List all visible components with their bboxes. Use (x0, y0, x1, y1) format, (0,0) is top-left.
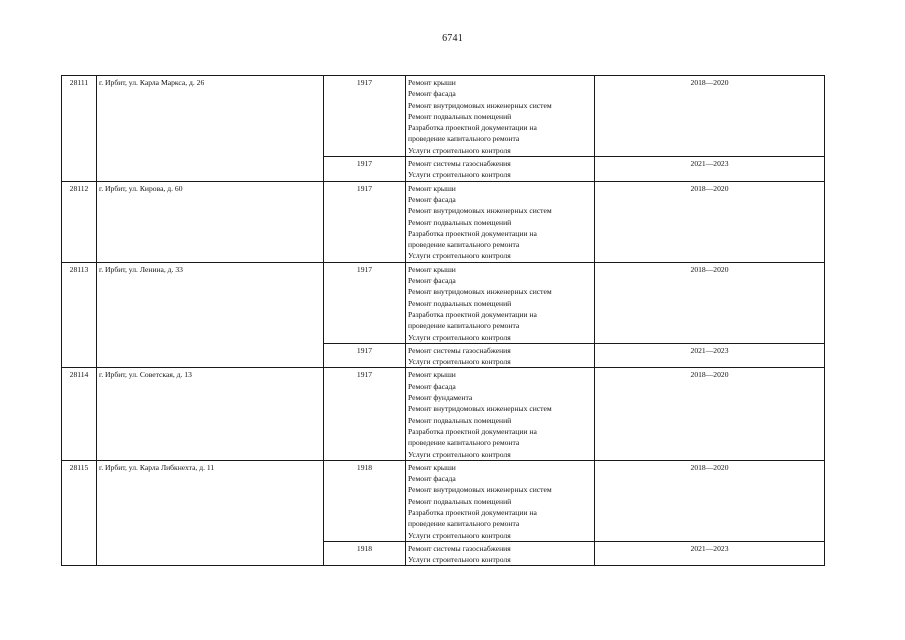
work-item: Услуги строительного контроля (408, 170, 511, 180)
work-item: проведение капитального ремонта (408, 438, 520, 448)
table-row (62, 181, 825, 262)
work-item: Ремонт фасада (408, 381, 456, 391)
table-row (62, 262, 825, 343)
period-cell: 2018—2020 (595, 368, 825, 460)
page-number: 6741 (442, 33, 463, 44)
works-cell (406, 181, 595, 262)
table-row (62, 368, 825, 460)
works-cell (406, 76, 595, 157)
work-item: Ремонт фасада (408, 474, 456, 484)
table-row (62, 460, 825, 541)
work-item: Ремонт фасада (408, 89, 456, 99)
work-item: Услуги строительного контроля (408, 555, 511, 565)
address-cell: г. Ирбит, ул. Кирова, д. 60 (97, 181, 324, 262)
period-cell: 2021—2023 (595, 541, 825, 566)
work-item: Ремонт подвальных помещений (408, 111, 512, 121)
work-item: Услуги строительного контроля (408, 145, 511, 155)
period-cell: 2021—2023 (595, 343, 825, 368)
work-item: Ремонт крыши (408, 462, 456, 472)
work-item: Ремонт внутридомовых инженерных систем (408, 404, 552, 414)
address-cell: г. Ирбит, ул. Ленина, д. 33 (97, 262, 324, 368)
period-cell: 2018—2020 (595, 181, 825, 262)
work-item: Ремонт системы газоснабжения (408, 345, 511, 355)
period-cell: 2018—2020 (595, 460, 825, 541)
work-item: Услуги строительного контроля (408, 449, 511, 459)
work-item: Ремонт внутридомовых инженерных систем (408, 100, 552, 110)
work-item: Ремонт внутридомовых инженерных систем (408, 206, 552, 216)
work-item: проведение капитального ремонта (408, 134, 520, 144)
work-item: Разработка проектной документации на (408, 309, 537, 319)
work-item: Ремонт системы газоснабжения (408, 159, 511, 169)
table-row (62, 76, 825, 157)
work-item: Ремонт крыши (408, 183, 456, 193)
period-cell: 2018—2020 (595, 262, 825, 343)
address-cell: г. Ирбит, ул. Советская, д. 13 (97, 368, 324, 460)
building-number-cell: 28115 (62, 460, 97, 566)
works-cell (406, 541, 595, 566)
work-item: Ремонт фасада (408, 276, 456, 286)
work-item: Услуги строительного контроля (408, 332, 511, 342)
work-item: проведение капитального ремонта (408, 321, 520, 331)
work-item: Ремонт подвальных помещений (408, 496, 512, 506)
works-cell (406, 368, 595, 460)
building-number-cell: 28111 (62, 76, 97, 182)
works-cell (406, 460, 595, 541)
year-cell: 1917 (324, 262, 406, 343)
period-cell: 2018—2020 (595, 76, 825, 157)
works-cell (406, 343, 595, 368)
work-item: Разработка проектной документации на (408, 507, 537, 517)
works-cell (406, 262, 595, 343)
work-item: Ремонт крыши (408, 264, 456, 274)
work-item: Ремонт крыши (408, 370, 456, 380)
work-item: Разработка проектной документации на (408, 123, 537, 133)
work-item: проведение капитального ремонта (408, 240, 520, 250)
works-cell (406, 157, 595, 182)
building-number-cell: 28114 (62, 368, 97, 460)
work-item: проведение капитального ремонта (408, 519, 520, 529)
work-item: Ремонт внутридомовых инженерных систем (408, 287, 552, 297)
building-number-cell: 28113 (62, 262, 97, 368)
work-item: Разработка проектной документации на (408, 426, 537, 436)
work-item: Ремонт фундамента (408, 393, 473, 403)
work-item: Ремонт системы газоснабжения (408, 543, 511, 553)
work-item: Ремонт подвальных помещений (408, 298, 512, 308)
work-item: Ремонт внутридомовых инженерных систем (408, 485, 552, 495)
work-item: Услуги строительного контроля (408, 251, 511, 261)
year-cell: 1918 (324, 460, 406, 541)
address-cell: г. Ирбит, ул. Карла Маркса, д. 26 (97, 76, 324, 182)
address-cell: г. Ирбит, ул. Карла Либкнехта, д. 11 (97, 460, 324, 566)
year-cell: 1917 (324, 76, 406, 157)
work-item: Услуги строительного контроля (408, 530, 511, 540)
year-cell: 1917 (324, 368, 406, 460)
table-body (62, 76, 825, 566)
work-item: Услуги строительного контроля (408, 357, 511, 367)
period-cell: 2021—2023 (595, 157, 825, 182)
work-item: Ремонт фасада (408, 194, 456, 204)
year-cell: 1917 (324, 343, 406, 368)
work-item: Разработка проектной документации на (408, 228, 537, 238)
year-cell: 1917 (324, 181, 406, 262)
work-item: Ремонт подвальных помещений (408, 415, 512, 425)
capital-repair-table (61, 75, 825, 566)
building-number-cell: 28112 (62, 181, 97, 262)
work-item: Ремонт крыши (408, 78, 456, 87)
year-cell: 1918 (324, 541, 406, 566)
year-cell: 1917 (324, 157, 406, 182)
work-item: Ремонт подвальных помещений (408, 217, 512, 227)
